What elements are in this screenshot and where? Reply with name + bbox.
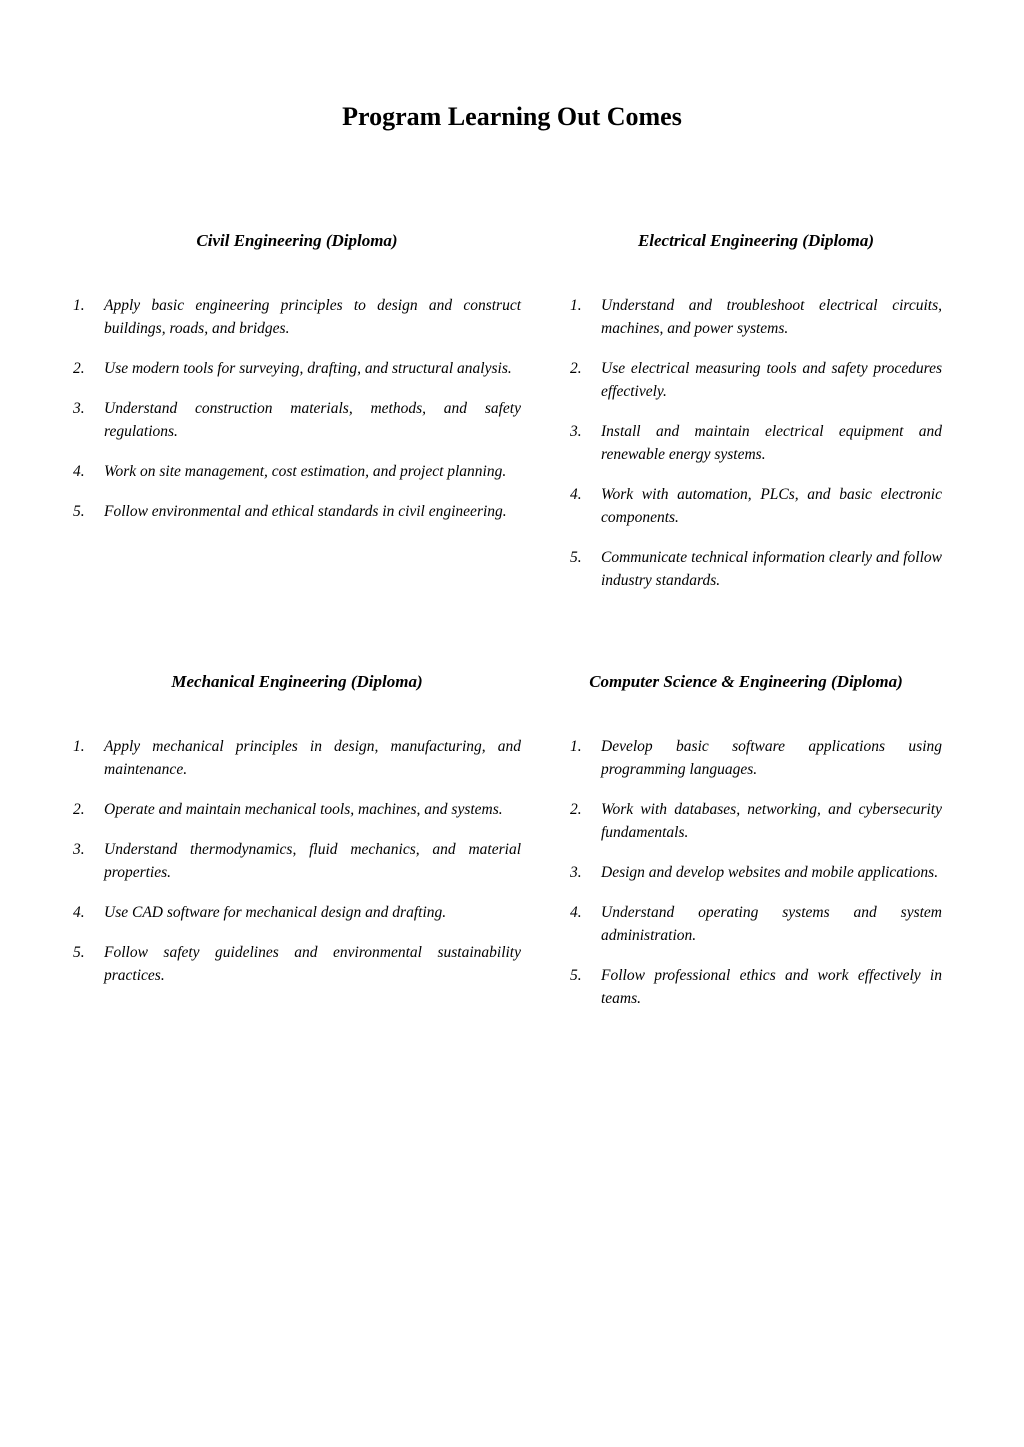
outcome-number: 4. — [73, 904, 85, 921]
outcome-number: 5. — [570, 967, 582, 984]
program-title: Computer Science & Engineering (Diploma) — [589, 672, 903, 691]
outcome-text: Understand thermodynamics, fluid mechanics, and material properties. — [104, 841, 521, 881]
outcome-item — [73, 941, 521, 987]
outcome-number: 5. — [570, 549, 582, 566]
outcome-number: 2. — [570, 801, 582, 818]
outcome-text: Communicate technical information clearly and follow industry standards. — [601, 549, 942, 589]
outcome-item — [570, 420, 942, 466]
outcome-text: Follow professional ethics and work effectively in teams. — [601, 967, 942, 1007]
outcome-text: Work on site management, cost estimation, and project planning. — [104, 463, 507, 480]
outcome-text: Use CAD software for mechanical design and drafting. — [104, 904, 447, 921]
outcome-text: Operate and maintain mechanical tools, machines, and systems. — [104, 801, 503, 818]
outcome-text: Use electrical measuring tools and safety procedures effectively. — [601, 360, 942, 400]
outcome-list — [570, 735, 942, 1010]
outcome-item — [73, 397, 521, 443]
outcome-item — [570, 357, 942, 403]
outcome-number: 1. — [73, 297, 85, 314]
outcome-number: 3. — [73, 400, 85, 417]
outcome-number: 4. — [570, 904, 582, 921]
outcome-number: 1. — [73, 738, 85, 755]
outcome-item — [73, 901, 521, 924]
program-computer-science-engineering — [570, 670, 942, 1027]
outcome-number: 2. — [570, 360, 582, 377]
program-title: Electrical Engineering (Diploma) — [637, 231, 875, 250]
outcome-text: Follow safety guidelines and environmental sustainability practices. — [104, 944, 521, 984]
program-title: Civil Engineering (Diploma) — [196, 231, 398, 250]
outcome-text: Follow environmental and ethical standards in civil engineering. — [104, 503, 507, 520]
outcome-text: Develop basic software applications using programming languages. — [601, 738, 942, 778]
outcome-number: 5. — [73, 503, 85, 520]
outcome-number: 1. — [570, 297, 582, 314]
outcome-number: 2. — [73, 360, 85, 377]
outcome-text: Understand and troubleshoot electrical circuits, machines, and power systems. — [601, 297, 942, 337]
outcome-item — [570, 483, 942, 529]
outcome-item — [73, 735, 521, 781]
page-title: Program Learning Out Comes — [342, 102, 682, 131]
outcome-text: Use modern tools for surveying, drafting, and structural analysis. — [104, 360, 512, 377]
outcome-number: 4. — [570, 486, 582, 503]
outcome-list — [570, 294, 942, 592]
outcome-item — [570, 861, 942, 884]
outcome-text: Apply basic engineering principles to design and construct buildings, roads, and bridges. — [104, 297, 521, 337]
outcome-text: Apply mechanical principles in design, manufacturing, and maintenance. — [104, 738, 521, 778]
outcome-list — [73, 735, 521, 987]
outcome-item — [570, 735, 942, 781]
outcome-item — [570, 546, 942, 592]
outcome-item — [73, 838, 521, 884]
outcome-item — [73, 357, 521, 380]
outcome-item — [570, 901, 942, 947]
program-civil-engineering — [73, 229, 521, 540]
outcome-text: Install and maintain electrical equipment and renewable energy systems. — [601, 423, 942, 463]
outcome-item — [570, 798, 942, 844]
outcome-item — [73, 500, 521, 523]
outcome-item — [73, 798, 521, 821]
program-title: Mechanical Engineering (Diploma) — [171, 672, 423, 691]
outcome-item — [73, 460, 521, 483]
outcome-text: Work with automation, PLCs, and basic electronic components. — [601, 486, 942, 526]
outcome-item — [570, 294, 942, 340]
outcome-list — [73, 294, 521, 523]
outcome-number: 1. — [570, 738, 582, 755]
program-mechanical-engineering — [73, 670, 521, 1004]
outcome-number: 3. — [570, 423, 582, 440]
outcome-text: Work with databases, networking, and cybersecurity fundamentals. — [601, 801, 942, 841]
outcome-number: 3. — [73, 841, 85, 858]
outcome-number: 5. — [73, 944, 85, 961]
outcome-text: Understand construction materials, methods, and safety regulations. — [104, 400, 521, 440]
outcome-number: 3. — [570, 864, 582, 881]
outcome-text: Understand operating systems and system administration. — [601, 904, 942, 944]
outcome-number: 2. — [73, 801, 85, 818]
outcome-number: 4. — [73, 463, 85, 480]
outcome-item — [73, 294, 521, 340]
program-electrical-engineering — [570, 229, 942, 609]
outcome-item — [570, 964, 942, 1010]
outcome-text: Design and develop websites and mobile applications. — [601, 864, 939, 881]
